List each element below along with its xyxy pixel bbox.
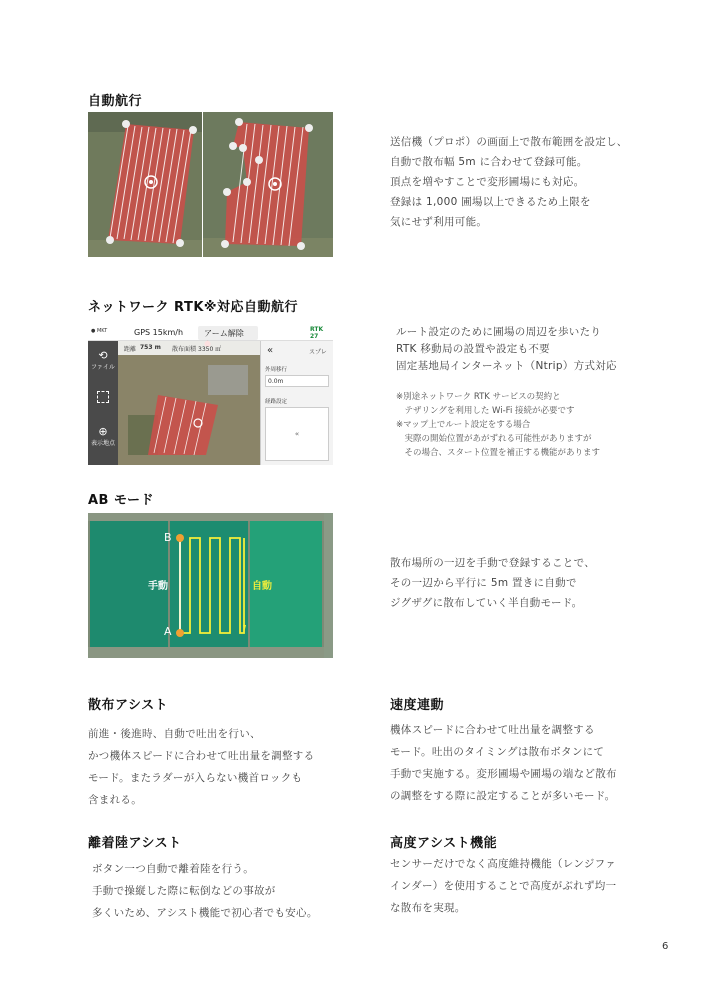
auto-nav-line: 登録は 1,000 圃場以上できるため上限を [390,196,591,208]
spray-assist-heading: 散布アシスト [88,698,169,713]
spray-assist-line: 前進・後進時、自動で吐出を行い、 [88,728,261,740]
ab-manual-label: 手動 [148,581,168,592]
distance-label: 距離 [124,346,137,353]
arm-release-button[interactable] [198,326,258,340]
takeoff-assist-line: 多くいため、アシスト機能で初心者でも安心。 [92,907,318,919]
ab-point-b: B [164,531,172,544]
outer-shift-label: 外周移行 [265,367,288,373]
rtk-heading: ネットワーク RTK※対応自動航行 [88,300,299,315]
auto-nav-line: 頂点を増やすことで変形圃場にも対応。 [390,176,585,188]
auto-nav-image-right [203,112,333,257]
route-setting-label: 経路設定 [265,399,288,405]
app-logo: ● MKT [91,328,108,334]
rtk-note: ※マップ上でルート設定をする場合 [396,420,531,430]
spray-assist-line: かつ機体スピードに合わせて吐出量を調整する [88,750,315,762]
file-icon: ⟲ [98,349,108,362]
spray-assist-text [88,723,314,811]
auto-nav-text [390,132,628,232]
rtk-app-screenshot [88,325,333,465]
rtk-note: その場合、スタート位置を補正する機能があります [396,448,601,458]
ab-line: その一辺から平行に 5m 置きに自動で [390,577,577,589]
show-points-button[interactable] [91,425,115,447]
ab-mode-image [88,513,333,658]
auto-nav-image-left [88,112,202,257]
takeoff-assist-line: ボタン一つ自動で離着陸を行う。 [92,863,254,875]
app-sidebar [88,341,118,465]
select-area-icon[interactable] [97,391,109,403]
ab-auto-label: 自動 [252,581,272,592]
file-label: ファイル [91,364,115,371]
app-right-panel [260,341,333,465]
page-number: 6 [662,941,669,952]
rtk-note: 実際の開始位置があがずれる可能性がありますが [396,434,592,444]
route-setting-box[interactable] [265,407,329,461]
file-button[interactable] [91,349,115,371]
arm-release-label: アーム解除 [204,329,244,338]
ab-text [390,553,595,613]
takeoff-assist-heading: 離着陸アシスト [88,836,182,851]
route-arrow-icon: « [294,430,300,438]
speed-link-line: の調整をする際に設定することが多いモード。 [390,790,616,802]
collapse-icon[interactable]: « [267,345,274,356]
crosshair-icon: ⊕ [98,425,108,438]
takeoff-assist-line: 手動で操縦した際に転倒などの事故が [92,885,276,897]
area-value: 3350 ㎡ [198,346,222,353]
altitude-assist-line: な散布を実現。 [390,902,466,914]
show-points-label: 表示地点 [91,440,116,447]
ab-line: ジグザグに散布していく半自動モード。 [390,597,583,609]
takeoff-assist-text [92,858,318,924]
spray-assist-line: 含まれる。 [88,794,142,806]
speed-link-heading: 速度連動 [390,698,445,713]
speed-link-line: モード。吐出のタイミングは散布ボタンにて [390,746,605,758]
altitude-assist-text [390,853,616,919]
spray-tab[interactable]: スプレ [309,349,327,356]
altitude-assist-line: センサーだけでなく高度維持機能（レンジファ [390,858,617,870]
speed-link-text [390,719,617,807]
spray-assist-line: モード。またラダーが入らない機首ロックも [88,772,303,784]
rtk-badge-count: 27 [310,333,319,340]
rtk-note: テザリングを利用した Wi-Fi 接続が必要です [396,406,575,416]
distance-value: 753 m [140,344,161,351]
rtk-line: ルート設定のために圃場の周辺を歩いたり [396,326,602,338]
auto-nav-line: 気にせず利用可能。 [390,216,488,228]
rtk-line: 固定基地局インターネット（Ntrip）方式対応 [396,360,617,372]
speed-link-line: 機体スピードに合わせて吐出量を調整する [390,724,595,736]
auto-nav-line: 自動で散布幅 5m に合わせて登録可能。 [390,156,588,168]
gps-status: GPS 15km/h [134,328,184,337]
rtk-line: RTK 移動局の設置や設定も不要 [396,343,550,355]
rtk-badge [310,326,323,340]
ab-point-a: A [164,625,172,638]
altitude-assist-heading: 高度アシスト機能 [390,836,498,851]
app-top-bar [88,325,333,341]
ab-line: 散布場所の一辺を手動で登録することで、 [390,557,595,569]
rtk-text [396,324,617,375]
outer-shift-value: 0.0m [268,378,284,385]
outer-shift-input[interactable] [265,375,329,387]
ab-heading: AB モード [88,493,154,508]
speed-link-line: 手動で実施する。変形圃場や圃場の端など散布 [390,768,617,780]
rtk-badge-label: RTK [310,326,324,333]
rtk-note: ※別途ネットワーク RTK サービスの契約と [396,392,561,402]
rtk-notes [396,390,600,460]
auto-nav-heading: 自動航行 [88,94,143,109]
altitude-assist-line: インダー）を使用することで高度がぶれず均一 [390,880,617,892]
auto-nav-line: 送信機（プロポ）の画面上で散布範囲を設定し、 [390,136,628,148]
area-label: 散布面積 [172,346,197,353]
app-status-bar [118,341,260,355]
